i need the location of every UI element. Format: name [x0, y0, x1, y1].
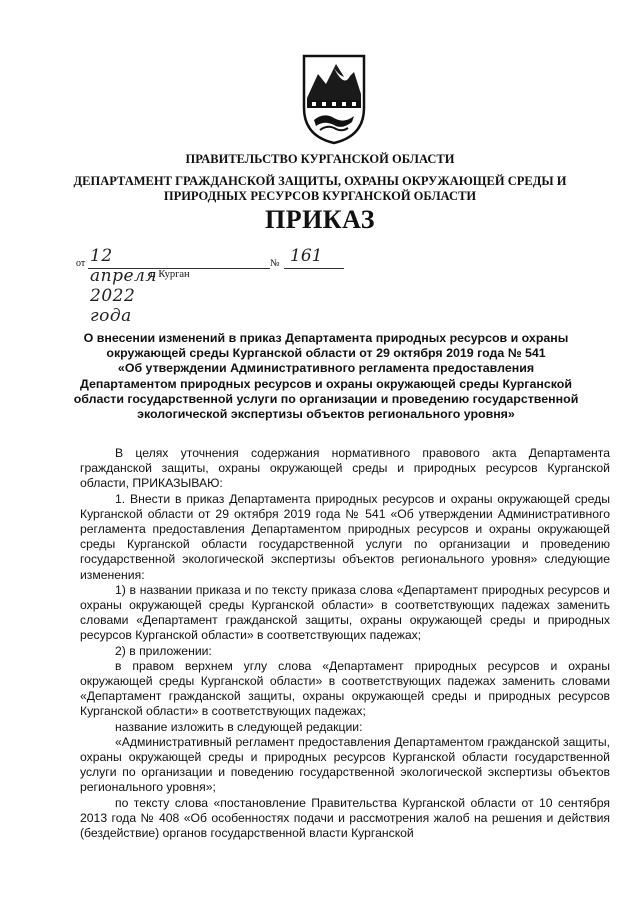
document-type-title: ПРИКАЗ: [264, 205, 376, 234]
heading-line: области государственной услуги по организации и проведению государственной: [73, 391, 579, 406]
paragraph-new-title: «Административный регламент предоставления Департаментом гражданской защиты, охраны окружающей среды и природных ресурсов Курганской области государственной услуги по организации и поведению государственной экологической экспертизы объектов регионального уровня»;: [80, 734, 610, 795]
number-underline: [284, 268, 344, 269]
paragraph-item-1: 1. Внести в приказ Департамента природных ресурсов и охраны окружающей среды Курганской области от 29 октября 2019 года № 541 «Об утверждении Административного регламента предоставления Департаментом природных ресурсов и охраны окружающей среды Курганской области государственной услуги по организации и проведению государственной экологической экспертизы объектов регионального уровня» следующие изменения:: [80, 491, 610, 582]
heading-line: «Об утверждении Административного регламента предоставления: [117, 361, 535, 376]
department-name-line-1: ДЕПАРТАМЕНТ ГРАЖДАНСКОЙ ЗАЩИТЫ, ОХРАНЫ ОКРУЖАЮЩЕЙ СРЕДЫ И: [73, 174, 567, 188]
city-label: г. Курган: [150, 269, 190, 280]
coat-of-arms-emblem: [298, 50, 370, 146]
heading-line: Департаментом природных ресурсов и охраны окружающей среды Курганской: [80, 376, 572, 391]
handwritten-number: 161: [290, 246, 323, 266]
heading-line: О внесении изменений в приказ Департамента природных ресурсов и охраны: [83, 331, 569, 345]
paragraph-subitem-1: 1) в названии приказа и по тексту приказа слова «Департамент природных ресурсов и охраны окружающей среды Курганской области» в соответствующих падежах заменить словами «Департамент гражданской защиты, охраны окружающей среды и природных ресурсов Курганской области» в соответствующих падежах;: [80, 582, 610, 643]
department-name-line-2: ПРИРОДНЫХ РЕСУРСОВ КУРГАНСКОЙ ОБЛАСТИ: [163, 189, 477, 203]
paragraph-top-corner: в правом верхнем углу слова «Департамент природных ресурсов и охраны окружающей среды Курганской области» в соответствующих падежах заменить словами «Департамент гражданской защиты, охраны окружающей среды и природных ресурсов Курганской области» в соответствующих падежах;: [80, 658, 610, 719]
order-body: [80, 446, 610, 841]
paragraph-subitem-2: 2) в приложении:: [115, 643, 212, 658]
government-name: ПРАВИТЕЛЬСТВО КУРГАНСКОЙ ОБЛАСТИ: [185, 152, 455, 166]
number-label: №: [270, 258, 280, 269]
heading-line: окружающей среды Курганской области от 29 октября 2019 года № 541: [106, 346, 546, 361]
order-heading: [60, 331, 592, 422]
handwritten-date: 12 апреля 2022 года: [90, 246, 158, 326]
paragraph-title-change: название изложить в следующей редакции:: [115, 719, 363, 734]
paragraph-preamble: В целях уточнения содержания нормативного правового акта Департамента гражданской защиты, охраны окружающей среды и природных ресурсов Курганской области, ПРИКАЗЫВАЮ:: [80, 446, 610, 491]
date-prefix: от: [76, 258, 86, 269]
heading-line: экологической экспертизы объектов регионального уровня»: [137, 407, 515, 422]
paragraph-text-change: по тексту слова «постановление Правительства Курганской области от 10 сентября 2013 года № 408 «Об особенностях подачи и рассмотрения жалоб на решения и действия (бездействие) органов государственной власти Курганской: [80, 795, 610, 841]
